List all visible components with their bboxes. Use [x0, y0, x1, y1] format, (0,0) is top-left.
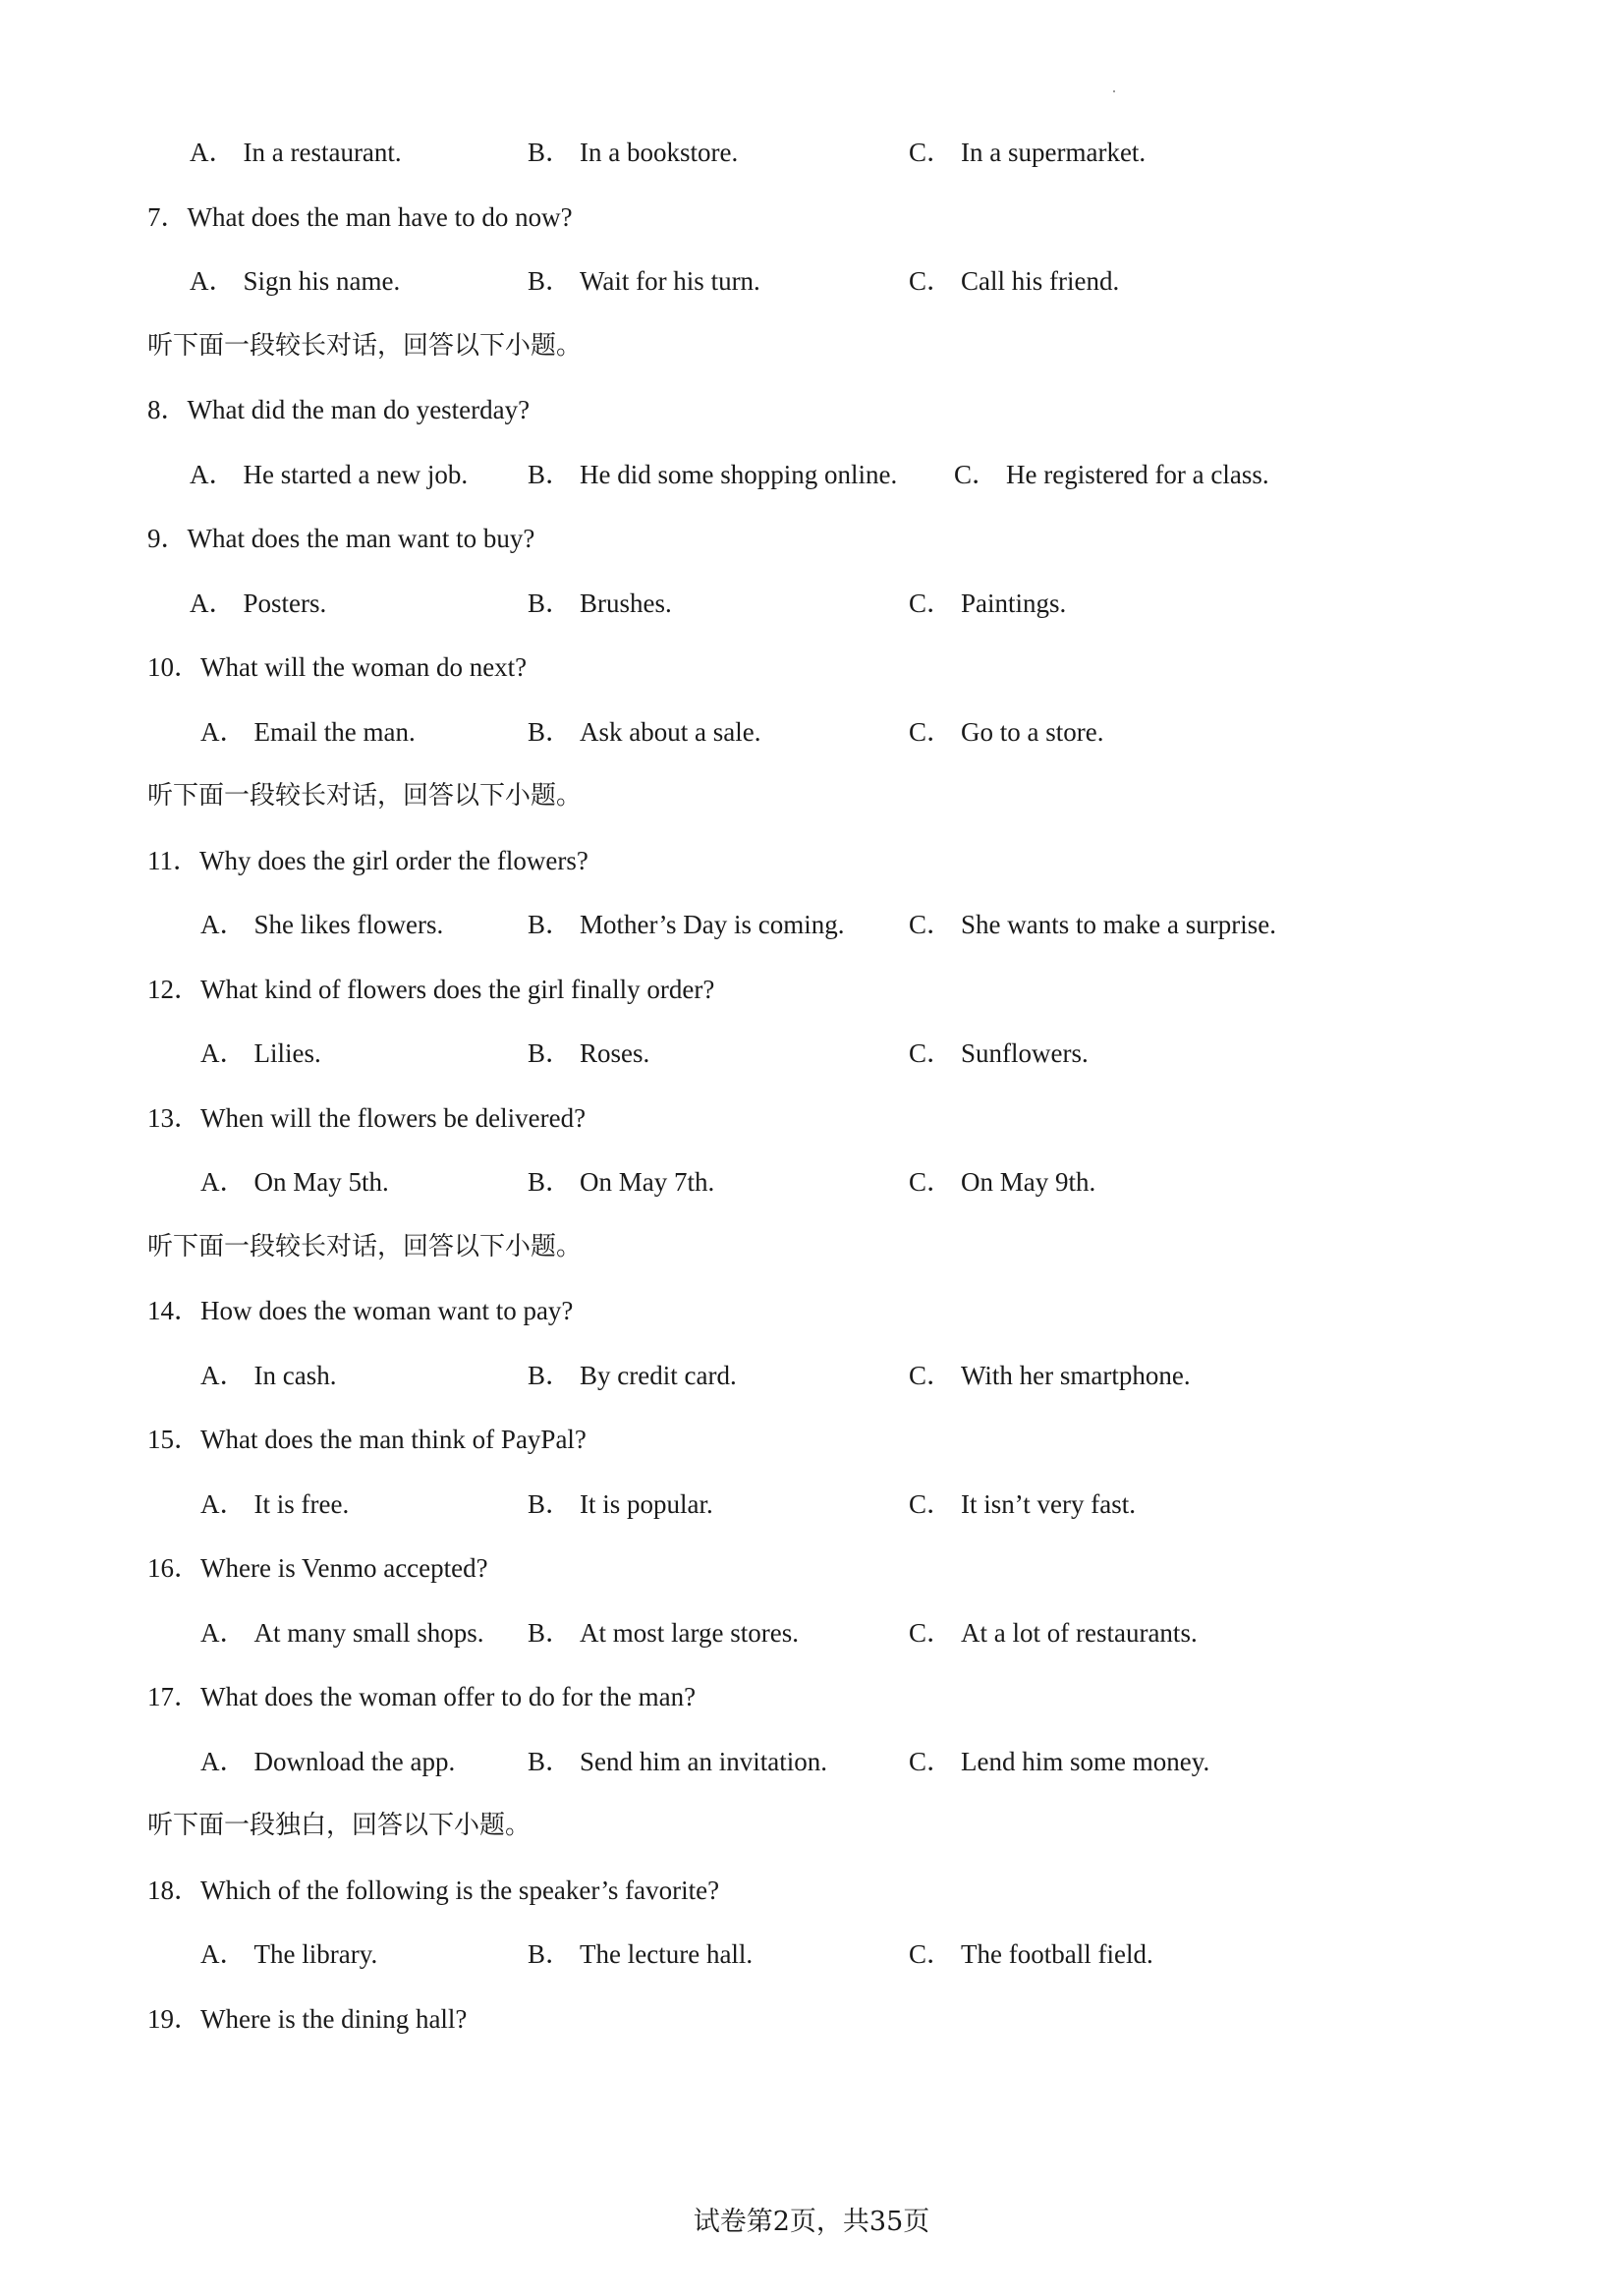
option-c	[909, 1483, 1136, 1526]
option-b	[528, 1354, 737, 1397]
question-text: Where is the dining hall?	[200, 2004, 468, 2034]
question-stem	[147, 645, 527, 689]
question-number: 19．	[147, 2004, 200, 2034]
question-text: What does the man want to buy?	[187, 524, 535, 553]
option-text: With her smartphone.	[961, 1361, 1191, 1390]
line-instruction	[0, 324, 1623, 367]
option-text: He did some shopping online.	[580, 460, 898, 489]
line-question	[0, 517, 1623, 560]
option-c	[909, 131, 1146, 174]
option-a	[200, 1160, 389, 1204]
option-a	[190, 453, 468, 496]
line-instruction	[0, 1225, 1623, 1268]
option-a	[200, 1354, 336, 1397]
option-letter: A．	[190, 588, 236, 618]
line-question	[0, 968, 1623, 1011]
option-text: Lilies.	[253, 1038, 321, 1068]
question-stem	[147, 1418, 587, 1461]
question-number: 17．	[147, 1682, 200, 1711]
line-options	[0, 582, 1623, 625]
question-stem	[147, 388, 530, 431]
option-letter: B．	[528, 138, 573, 167]
option-b	[528, 453, 897, 496]
question-number: 13．	[147, 1103, 200, 1133]
option-letter: C．	[909, 1939, 954, 1969]
option-text: The lecture hall.	[580, 1939, 754, 1969]
line-question	[0, 196, 1623, 239]
section-instruction: 听下面一段较长对话，回答以下小题。	[147, 1232, 583, 1261]
question-number: 12．	[147, 975, 200, 1004]
option-letter: A．	[200, 717, 247, 747]
question-text: What kind of flowers does the girl finally order?	[200, 975, 715, 1004]
option-letter: B．	[528, 717, 573, 747]
question-text: What does the man think of PayPal?	[200, 1425, 587, 1454]
option-c	[909, 1740, 1209, 1783]
line-question	[0, 839, 1623, 882]
option-letter: C．	[954, 460, 999, 489]
option-letter: B．	[528, 1489, 573, 1519]
line-question	[0, 1289, 1623, 1332]
option-text: On May 5th.	[253, 1167, 389, 1197]
option-letter: A．	[190, 460, 236, 489]
option-text: She likes flowers.	[253, 910, 444, 939]
option-letter: C．	[909, 1038, 954, 1068]
option-b	[528, 710, 760, 754]
question-stem	[147, 1096, 586, 1140]
option-letter: B．	[528, 1747, 573, 1776]
line-question	[0, 1997, 1623, 2041]
line-question	[0, 1546, 1623, 1590]
option-letter: C．	[909, 138, 954, 167]
line-options	[0, 1740, 1623, 1783]
line-options	[0, 259, 1623, 303]
option-text: Go to a store.	[961, 717, 1104, 747]
option-letter: A．	[200, 1618, 247, 1648]
question-text: What did the man do yesterday?	[187, 395, 531, 424]
option-letter: A．	[200, 1038, 247, 1068]
question-text: How does the woman want to pay?	[200, 1296, 574, 1325]
option-text: It is popular.	[580, 1489, 713, 1519]
option-b	[528, 1740, 827, 1783]
section-instruction: 听下面一段较长对话，回答以下小题。	[147, 781, 583, 811]
option-b	[528, 1611, 799, 1654]
option-text: At most large stores.	[580, 1618, 799, 1648]
option-c	[909, 903, 1276, 946]
option-letter: A．	[190, 266, 236, 296]
line-options	[0, 1160, 1623, 1204]
option-c	[909, 259, 1119, 303]
question-text: What will the woman do next?	[200, 652, 528, 682]
option-letter: C．	[909, 1489, 954, 1519]
option-letter: A．	[200, 1747, 247, 1776]
line-options	[0, 453, 1623, 496]
question-stem	[147, 1997, 467, 2041]
option-text: She wants to make a surprise.	[961, 910, 1276, 939]
line-instruction	[0, 1804, 1623, 1847]
line-options	[0, 1932, 1623, 1976]
line-instruction	[0, 774, 1623, 817]
option-text: Lend him some money.	[961, 1747, 1210, 1776]
question-stem	[147, 839, 588, 882]
question-text: Where is Venmo accepted?	[200, 1553, 488, 1583]
question-stem	[147, 968, 714, 1011]
option-text: It is free.	[253, 1489, 350, 1519]
option-letter: B．	[528, 1939, 573, 1969]
option-a	[190, 259, 400, 303]
line-options	[0, 710, 1623, 754]
option-text: He registered for a class.	[1006, 460, 1269, 489]
question-text: What does the woman offer to do for the man?	[200, 1682, 697, 1711]
option-letter: A．	[200, 1361, 247, 1390]
option-text: Send him an invitation.	[580, 1747, 827, 1776]
option-letter: C．	[909, 1747, 954, 1776]
option-letter: C．	[909, 266, 954, 296]
option-text: Paintings.	[961, 588, 1067, 618]
question-text: Why does the girl order the flowers?	[199, 846, 588, 875]
option-a	[200, 1483, 349, 1526]
option-text: On May 9th.	[961, 1167, 1096, 1197]
option-text: The football field.	[961, 1939, 1153, 1969]
line-question	[0, 388, 1623, 431]
question-number: 8．	[147, 395, 188, 424]
option-letter: C．	[909, 588, 954, 618]
option-c	[909, 1354, 1191, 1397]
option-a	[200, 710, 416, 754]
question-stem	[147, 1546, 488, 1590]
question-text: When will the flowers be delivered?	[200, 1103, 587, 1133]
option-text: The library.	[253, 1939, 378, 1969]
option-text: Roses.	[580, 1038, 650, 1068]
option-text: In a supermarket.	[961, 138, 1147, 167]
option-text: Posters.	[243, 588, 327, 618]
option-text: He started a new job.	[243, 460, 469, 489]
question-text: What does the man have to do now?	[187, 202, 573, 232]
line-question	[0, 1418, 1623, 1461]
line-question	[0, 1096, 1623, 1140]
question-text: Which of the following is the speaker’s favorite?	[200, 1876, 720, 1905]
line-options	[0, 903, 1623, 946]
scan-speck	[1113, 90, 1115, 92]
option-a	[200, 1611, 484, 1654]
question-number: 7．	[147, 202, 188, 232]
option-letter: A．	[190, 138, 236, 167]
option-a	[200, 1032, 321, 1075]
option-letter: B．	[528, 1618, 573, 1648]
option-letter: B．	[528, 910, 573, 939]
question-number: 10．	[147, 652, 200, 682]
option-a	[200, 903, 443, 946]
option-letter: A．	[200, 1167, 247, 1197]
option-b	[528, 903, 845, 946]
option-text: In cash.	[253, 1361, 337, 1390]
question-stem	[147, 1869, 719, 1912]
question-number: 11．	[147, 846, 199, 875]
question-number: 18．	[147, 1876, 200, 1905]
option-letter: B．	[528, 588, 573, 618]
option-letter: C．	[909, 717, 954, 747]
option-letter: A．	[200, 1489, 247, 1519]
question-stem	[147, 1675, 696, 1718]
option-text: Mother’s Day is coming.	[580, 910, 845, 939]
option-text: Download the app.	[253, 1747, 456, 1776]
line-options	[0, 131, 1623, 174]
line-question	[0, 645, 1623, 689]
option-letter: A．	[200, 910, 247, 939]
line-question	[0, 1675, 1623, 1718]
option-letter: C．	[909, 1618, 954, 1648]
option-letter: B．	[528, 460, 573, 489]
option-text: Ask about a sale.	[580, 717, 761, 747]
option-b	[528, 1483, 713, 1526]
option-b	[528, 259, 760, 303]
option-letter: B．	[528, 1361, 573, 1390]
question-number: 9．	[147, 524, 188, 553]
option-a	[190, 131, 402, 174]
option-text: It isn’t very fast.	[961, 1489, 1136, 1519]
option-b	[528, 131, 738, 174]
option-b	[528, 1932, 753, 1976]
option-c	[909, 1160, 1095, 1204]
option-text: In a bookstore.	[580, 138, 739, 167]
line-options	[0, 1483, 1623, 1526]
question-stem	[147, 517, 534, 560]
option-c	[909, 1932, 1153, 1976]
option-b	[528, 582, 672, 625]
option-text: Call his friend.	[961, 266, 1120, 296]
option-letter: A．	[200, 1939, 247, 1969]
option-c	[954, 453, 1269, 496]
line-options	[0, 1032, 1623, 1075]
line-options	[0, 1354, 1623, 1397]
option-text: At many small shops.	[253, 1618, 484, 1648]
option-a	[200, 1932, 377, 1976]
option-text: Email the man.	[253, 717, 416, 747]
option-b	[528, 1160, 714, 1204]
option-a	[200, 1740, 455, 1783]
section-instruction: 听下面一段较长对话，回答以下小题。	[147, 331, 583, 361]
question-number: 15．	[147, 1425, 200, 1454]
line-options	[0, 1611, 1623, 1654]
section-instruction: 听下面一段独白，回答以下小题。	[147, 1811, 532, 1840]
option-text: On May 7th.	[580, 1167, 715, 1197]
option-text: In a restaurant.	[243, 138, 402, 167]
question-stem	[147, 196, 573, 239]
page-footer: 试卷第2页，共35页	[693, 2207, 930, 2237]
option-a	[190, 582, 326, 625]
option-text: By credit card.	[580, 1361, 737, 1390]
option-c	[909, 582, 1066, 625]
option-b	[528, 1032, 649, 1075]
option-c	[909, 1032, 1089, 1075]
option-text: Sunflowers.	[961, 1038, 1089, 1068]
option-text: Wait for his turn.	[580, 266, 760, 296]
option-text: At a lot of restaurants.	[961, 1618, 1198, 1648]
option-text: Sign his name.	[243, 266, 401, 296]
option-letter: B．	[528, 1038, 573, 1068]
option-c	[909, 1611, 1198, 1654]
option-text: Brushes.	[580, 588, 672, 618]
question-number: 14．	[147, 1296, 200, 1325]
option-letter: B．	[528, 1167, 573, 1197]
question-number: 16．	[147, 1553, 200, 1583]
option-letter: C．	[909, 1361, 954, 1390]
question-stem	[147, 1289, 573, 1332]
option-letter: C．	[909, 910, 954, 939]
option-letter: C．	[909, 1167, 954, 1197]
option-c	[909, 710, 1103, 754]
line-question	[0, 1869, 1623, 1912]
option-letter: B．	[528, 266, 573, 296]
